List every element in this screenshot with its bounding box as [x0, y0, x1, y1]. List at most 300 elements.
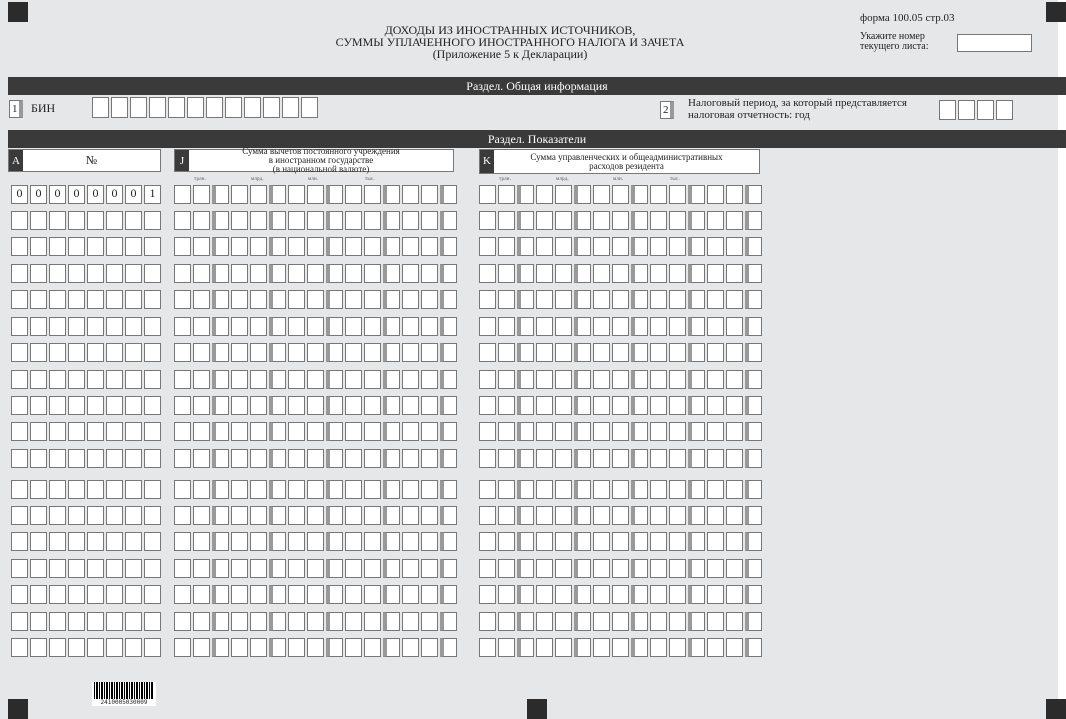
deduction-amount-cell[interactable]: [174, 343, 191, 362]
admin-expense-cell[interactable]: [517, 559, 534, 578]
admin-expense-cell[interactable]: [498, 370, 515, 389]
deduction-amount-cell[interactable]: [345, 612, 362, 631]
deduction-amount-cell[interactable]: [326, 559, 343, 578]
admin-expense-cell[interactable]: [707, 422, 724, 441]
admin-expense-cell[interactable]: [574, 585, 591, 604]
row-number-cell[interactable]: 0: [106, 185, 123, 204]
row-number-cell[interactable]: [125, 585, 142, 604]
admin-expense-cell[interactable]: [631, 449, 648, 468]
deduction-amount-cell[interactable]: [326, 506, 343, 525]
row-number-cell[interactable]: [106, 370, 123, 389]
admin-expense-cell[interactable]: [517, 532, 534, 551]
deduction-amount-cell[interactable]: [440, 638, 457, 657]
admin-expense-cell[interactable]: [688, 449, 705, 468]
admin-expense-cell[interactable]: [479, 422, 496, 441]
deduction-amount-cell[interactable]: [212, 396, 229, 415]
bin-digit-cell[interactable]: [149, 97, 166, 118]
row-number-cell[interactable]: [106, 449, 123, 468]
row-number-cell[interactable]: [106, 290, 123, 309]
admin-expense-cell[interactable]: [707, 585, 724, 604]
row-number-cell[interactable]: [11, 532, 28, 551]
deduction-amount-cell[interactable]: [269, 237, 286, 256]
admin-expense-cell[interactable]: [726, 612, 743, 631]
deduction-amount-cell[interactable]: [364, 370, 381, 389]
admin-expense-cell[interactable]: [612, 370, 629, 389]
deduction-amount-cell[interactable]: [326, 585, 343, 604]
deduction-amount-cell[interactable]: [212, 290, 229, 309]
row-number-cell[interactable]: [87, 237, 104, 256]
row-number-cell[interactable]: [68, 559, 85, 578]
deduction-amount-cell[interactable]: [269, 343, 286, 362]
deduction-amount-cell[interactable]: [345, 449, 362, 468]
admin-expense-cell[interactable]: [688, 396, 705, 415]
admin-expense-cell[interactable]: [631, 480, 648, 499]
row-number-cell[interactable]: [30, 612, 47, 631]
admin-expense-cell[interactable]: [574, 211, 591, 230]
row-number-cell[interactable]: [68, 211, 85, 230]
deduction-amount-cell[interactable]: [364, 506, 381, 525]
deduction-amount-cell[interactable]: [421, 290, 438, 309]
admin-expense-cell[interactable]: [650, 343, 667, 362]
admin-expense-cell[interactable]: [631, 396, 648, 415]
deduction-amount-cell[interactable]: [402, 317, 419, 336]
admin-expense-cell[interactable]: [650, 559, 667, 578]
deduction-amount-cell[interactable]: [288, 559, 305, 578]
deduction-amount-cell[interactable]: [383, 396, 400, 415]
row-number-cell[interactable]: 0: [11, 185, 28, 204]
row-number-cell[interactable]: [144, 532, 161, 551]
admin-expense-cell[interactable]: [612, 506, 629, 525]
admin-expense-cell[interactable]: [745, 396, 762, 415]
deduction-amount-cell[interactable]: [421, 370, 438, 389]
deduction-amount-cell[interactable]: [383, 317, 400, 336]
row-number-cell[interactable]: [68, 422, 85, 441]
admin-expense-cell[interactable]: [574, 506, 591, 525]
bin-digit-cell[interactable]: [244, 97, 261, 118]
deduction-amount-cell[interactable]: [193, 480, 210, 499]
admin-expense-cell[interactable]: [555, 211, 572, 230]
row-number-cell[interactable]: [144, 317, 161, 336]
admin-expense-cell[interactable]: [688, 559, 705, 578]
admin-expense-cell[interactable]: [536, 370, 553, 389]
admin-expense-cell[interactable]: [707, 343, 724, 362]
deduction-amount-cell[interactable]: [345, 638, 362, 657]
row-number-cell[interactable]: [30, 343, 47, 362]
row-number-cell[interactable]: [49, 585, 66, 604]
row-number-cell[interactable]: [106, 237, 123, 256]
row-number-cell[interactable]: 1: [144, 185, 161, 204]
deduction-amount-cell[interactable]: [231, 317, 248, 336]
admin-expense-cell[interactable]: [536, 264, 553, 283]
admin-expense-cell[interactable]: [517, 480, 534, 499]
deduction-amount-cell[interactable]: [345, 185, 362, 204]
deduction-amount-cell[interactable]: [402, 585, 419, 604]
deduction-amount-cell[interactable]: [250, 422, 267, 441]
deduction-amount-cell[interactable]: [193, 396, 210, 415]
deduction-amount-cell[interactable]: [364, 343, 381, 362]
row-number-cell[interactable]: 0: [125, 185, 142, 204]
row-number-cell[interactable]: [49, 532, 66, 551]
admin-expense-cell[interactable]: [745, 370, 762, 389]
admin-expense-cell[interactable]: [517, 370, 534, 389]
admin-expense-cell[interactable]: [517, 290, 534, 309]
admin-expense-cell[interactable]: [555, 506, 572, 525]
admin-expense-cell[interactable]: [593, 237, 610, 256]
admin-expense-cell[interactable]: [631, 638, 648, 657]
deduction-amount-cell[interactable]: [193, 559, 210, 578]
admin-expense-cell[interactable]: [726, 396, 743, 415]
admin-expense-cell[interactable]: [536, 396, 553, 415]
row-number-cell[interactable]: [125, 559, 142, 578]
admin-expense-cell[interactable]: [517, 264, 534, 283]
row-number-cell[interactable]: [49, 211, 66, 230]
deduction-amount-cell[interactable]: [364, 237, 381, 256]
deduction-amount-cell[interactable]: [193, 585, 210, 604]
deduction-amount-cell[interactable]: [193, 290, 210, 309]
deduction-amount-cell[interactable]: [307, 290, 324, 309]
admin-expense-cell[interactable]: [536, 585, 553, 604]
deduction-amount-cell[interactable]: [231, 559, 248, 578]
admin-expense-cell[interactable]: [498, 317, 515, 336]
deduction-amount-cell[interactable]: [402, 559, 419, 578]
deduction-amount-cell[interactable]: [345, 396, 362, 415]
admin-expense-cell[interactable]: [707, 290, 724, 309]
deduction-amount-cell[interactable]: [193, 638, 210, 657]
deduction-amount-cell[interactable]: [364, 396, 381, 415]
row-number-cell[interactable]: [30, 449, 47, 468]
admin-expense-cell[interactable]: [536, 532, 553, 551]
deduction-amount-cell[interactable]: [231, 185, 248, 204]
deduction-amount-cell[interactable]: [345, 532, 362, 551]
row-number-cell[interactable]: [30, 480, 47, 499]
admin-expense-cell[interactable]: [688, 480, 705, 499]
row-number-cell[interactable]: [125, 343, 142, 362]
deduction-amount-cell[interactable]: [174, 237, 191, 256]
row-number-cell[interactable]: [106, 343, 123, 362]
admin-expense-cell[interactable]: [707, 211, 724, 230]
deduction-amount-cell[interactable]: [269, 449, 286, 468]
admin-expense-cell[interactable]: [593, 506, 610, 525]
deduction-amount-cell[interactable]: [326, 317, 343, 336]
deduction-amount-cell[interactable]: [288, 612, 305, 631]
deduction-amount-cell[interactable]: [307, 237, 324, 256]
deduction-amount-cell[interactable]: [174, 396, 191, 415]
admin-expense-cell[interactable]: [593, 185, 610, 204]
deduction-amount-cell[interactable]: [383, 370, 400, 389]
deduction-amount-cell[interactable]: [212, 422, 229, 441]
admin-expense-cell[interactable]: [536, 506, 553, 525]
admin-expense-cell[interactable]: [555, 612, 572, 631]
admin-expense-cell[interactable]: [574, 370, 591, 389]
admin-expense-cell[interactable]: [612, 480, 629, 499]
deduction-amount-cell[interactable]: [269, 422, 286, 441]
deduction-amount-cell[interactable]: [288, 211, 305, 230]
sheet-number-input[interactable]: [957, 34, 1032, 52]
deduction-amount-cell[interactable]: [269, 185, 286, 204]
admin-expense-cell[interactable]: [479, 532, 496, 551]
admin-expense-cell[interactable]: [479, 211, 496, 230]
admin-expense-cell[interactable]: [536, 317, 553, 336]
admin-expense-cell[interactable]: [479, 317, 496, 336]
admin-expense-cell[interactable]: [631, 211, 648, 230]
deduction-amount-cell[interactable]: [421, 422, 438, 441]
deduction-amount-cell[interactable]: [421, 237, 438, 256]
deduction-amount-cell[interactable]: [231, 264, 248, 283]
admin-expense-cell[interactable]: [745, 559, 762, 578]
admin-expense-cell[interactable]: [536, 237, 553, 256]
deduction-amount-cell[interactable]: [288, 185, 305, 204]
year-digit-cell[interactable]: [977, 100, 994, 120]
admin-expense-cell[interactable]: [707, 532, 724, 551]
admin-expense-cell[interactable]: [726, 370, 743, 389]
admin-expense-cell[interactable]: [498, 290, 515, 309]
deduction-amount-cell[interactable]: [345, 585, 362, 604]
row-number-cell[interactable]: [87, 612, 104, 631]
deduction-amount-cell[interactable]: [288, 422, 305, 441]
admin-expense-cell[interactable]: [593, 559, 610, 578]
deduction-amount-cell[interactable]: [345, 237, 362, 256]
admin-expense-cell[interactable]: [669, 480, 686, 499]
row-number-cell[interactable]: [106, 612, 123, 631]
deduction-amount-cell[interactable]: [212, 612, 229, 631]
admin-expense-cell[interactable]: [536, 343, 553, 362]
deduction-amount-cell[interactable]: [250, 185, 267, 204]
deduction-amount-cell[interactable]: [383, 638, 400, 657]
deduction-amount-cell[interactable]: [250, 237, 267, 256]
admin-expense-cell[interactable]: [631, 506, 648, 525]
deduction-amount-cell[interactable]: [440, 211, 457, 230]
admin-expense-cell[interactable]: [536, 185, 553, 204]
deduction-amount-cell[interactable]: [288, 449, 305, 468]
admin-expense-cell[interactable]: [688, 422, 705, 441]
row-number-cell[interactable]: [11, 585, 28, 604]
row-number-cell[interactable]: [87, 343, 104, 362]
admin-expense-cell[interactable]: [745, 585, 762, 604]
row-number-cell[interactable]: [144, 612, 161, 631]
deduction-amount-cell[interactable]: [307, 211, 324, 230]
row-number-cell[interactable]: [144, 559, 161, 578]
deduction-amount-cell[interactable]: [174, 264, 191, 283]
admin-expense-cell[interactable]: [593, 449, 610, 468]
admin-expense-cell[interactable]: [555, 237, 572, 256]
admin-expense-cell[interactable]: [498, 343, 515, 362]
deduction-amount-cell[interactable]: [288, 290, 305, 309]
deduction-amount-cell[interactable]: [326, 612, 343, 631]
admin-expense-cell[interactable]: [479, 559, 496, 578]
deduction-amount-cell[interactable]: [440, 343, 457, 362]
deduction-amount-cell[interactable]: [212, 237, 229, 256]
row-number-cell[interactable]: [106, 480, 123, 499]
deduction-amount-cell[interactable]: [364, 612, 381, 631]
bin-digit-cell[interactable]: [187, 97, 204, 118]
deduction-amount-cell[interactable]: [307, 585, 324, 604]
row-number-cell[interactable]: [68, 449, 85, 468]
admin-expense-cell[interactable]: [669, 290, 686, 309]
admin-expense-cell[interactable]: [517, 638, 534, 657]
admin-expense-cell[interactable]: [574, 449, 591, 468]
deduction-amount-cell[interactable]: [440, 185, 457, 204]
admin-expense-cell[interactable]: [631, 532, 648, 551]
admin-expense-cell[interactable]: [726, 343, 743, 362]
admin-expense-cell[interactable]: [536, 612, 553, 631]
deduction-amount-cell[interactable]: [269, 585, 286, 604]
row-number-cell[interactable]: [49, 290, 66, 309]
deduction-amount-cell[interactable]: [212, 370, 229, 389]
deduction-amount-cell[interactable]: [193, 506, 210, 525]
admin-expense-cell[interactable]: [498, 185, 515, 204]
deduction-amount-cell[interactable]: [174, 585, 191, 604]
admin-expense-cell[interactable]: [688, 343, 705, 362]
admin-expense-cell[interactable]: [707, 612, 724, 631]
admin-expense-cell[interactable]: [650, 480, 667, 499]
admin-expense-cell[interactable]: [555, 422, 572, 441]
bin-digit-cell[interactable]: [282, 97, 299, 118]
row-number-cell[interactable]: [68, 638, 85, 657]
admin-expense-cell[interactable]: [745, 638, 762, 657]
admin-expense-cell[interactable]: [517, 317, 534, 336]
admin-expense-cell[interactable]: [707, 506, 724, 525]
admin-expense-cell[interactable]: [631, 343, 648, 362]
deduction-amount-cell[interactable]: [421, 506, 438, 525]
deduction-amount-cell[interactable]: [193, 532, 210, 551]
deduction-amount-cell[interactable]: [193, 237, 210, 256]
deduction-amount-cell[interactable]: [440, 532, 457, 551]
deduction-amount-cell[interactable]: [212, 449, 229, 468]
admin-expense-cell[interactable]: [726, 290, 743, 309]
admin-expense-cell[interactable]: [688, 370, 705, 389]
deduction-amount-cell[interactable]: [326, 237, 343, 256]
deduction-amount-cell[interactable]: [174, 290, 191, 309]
admin-expense-cell[interactable]: [707, 638, 724, 657]
deduction-amount-cell[interactable]: [231, 290, 248, 309]
row-number-cell[interactable]: [30, 264, 47, 283]
admin-expense-cell[interactable]: [669, 370, 686, 389]
admin-expense-cell[interactable]: [631, 422, 648, 441]
admin-expense-cell[interactable]: [631, 237, 648, 256]
deduction-amount-cell[interactable]: [250, 638, 267, 657]
admin-expense-cell[interactable]: [536, 449, 553, 468]
row-number-cell[interactable]: [125, 638, 142, 657]
deduction-amount-cell[interactable]: [288, 480, 305, 499]
deduction-amount-cell[interactable]: [421, 449, 438, 468]
row-number-cell[interactable]: [125, 612, 142, 631]
row-number-cell[interactable]: [144, 638, 161, 657]
row-number-cell[interactable]: [68, 237, 85, 256]
row-number-cell[interactable]: [125, 396, 142, 415]
deduction-amount-cell[interactable]: [364, 638, 381, 657]
row-number-cell[interactable]: [30, 559, 47, 578]
row-number-cell[interactable]: [30, 638, 47, 657]
deduction-amount-cell[interactable]: [383, 585, 400, 604]
row-number-cell[interactable]: [106, 532, 123, 551]
deduction-amount-cell[interactable]: [174, 449, 191, 468]
row-number-cell[interactable]: [68, 480, 85, 499]
admin-expense-cell[interactable]: [650, 264, 667, 283]
admin-expense-cell[interactable]: [707, 237, 724, 256]
admin-expense-cell[interactable]: [669, 317, 686, 336]
row-number-cell[interactable]: [49, 559, 66, 578]
admin-expense-cell[interactable]: [669, 638, 686, 657]
admin-expense-cell[interactable]: [517, 185, 534, 204]
admin-expense-cell[interactable]: [631, 185, 648, 204]
admin-expense-cell[interactable]: [593, 290, 610, 309]
admin-expense-cell[interactable]: [612, 317, 629, 336]
deduction-amount-cell[interactable]: [288, 343, 305, 362]
row-number-cell[interactable]: [49, 264, 66, 283]
deduction-amount-cell[interactable]: [288, 585, 305, 604]
deduction-amount-cell[interactable]: [421, 532, 438, 551]
deduction-amount-cell[interactable]: [250, 480, 267, 499]
deduction-amount-cell[interactable]: [174, 506, 191, 525]
row-number-cell[interactable]: [106, 585, 123, 604]
deduction-amount-cell[interactable]: [383, 449, 400, 468]
deduction-amount-cell[interactable]: [174, 370, 191, 389]
admin-expense-cell[interactable]: [631, 559, 648, 578]
deduction-amount-cell[interactable]: [402, 237, 419, 256]
admin-expense-cell[interactable]: [479, 290, 496, 309]
row-number-cell[interactable]: [87, 370, 104, 389]
row-number-cell[interactable]: [68, 317, 85, 336]
admin-expense-cell[interactable]: [574, 480, 591, 499]
deduction-amount-cell[interactable]: [440, 396, 457, 415]
admin-expense-cell[interactable]: [669, 396, 686, 415]
deduction-amount-cell[interactable]: [383, 559, 400, 578]
deduction-amount-cell[interactable]: [212, 211, 229, 230]
admin-expense-cell[interactable]: [745, 237, 762, 256]
row-number-cell[interactable]: [87, 585, 104, 604]
year-digit-cell[interactable]: [939, 100, 956, 120]
row-number-cell[interactable]: [144, 264, 161, 283]
admin-expense-cell[interactable]: [517, 343, 534, 362]
admin-expense-cell[interactable]: [650, 506, 667, 525]
deduction-amount-cell[interactable]: [193, 185, 210, 204]
row-number-cell[interactable]: [11, 290, 28, 309]
deduction-amount-cell[interactable]: [402, 185, 419, 204]
row-number-cell[interactable]: [144, 370, 161, 389]
admin-expense-cell[interactable]: [745, 506, 762, 525]
admin-expense-cell[interactable]: [555, 396, 572, 415]
deduction-amount-cell[interactable]: [402, 290, 419, 309]
deduction-amount-cell[interactable]: [193, 343, 210, 362]
deduction-amount-cell[interactable]: [402, 449, 419, 468]
admin-expense-cell[interactable]: [555, 264, 572, 283]
admin-expense-cell[interactable]: [555, 317, 572, 336]
deduction-amount-cell[interactable]: [250, 211, 267, 230]
admin-expense-cell[interactable]: [726, 585, 743, 604]
deduction-amount-cell[interactable]: [402, 506, 419, 525]
deduction-amount-cell[interactable]: [383, 506, 400, 525]
admin-expense-cell[interactable]: [498, 396, 515, 415]
admin-expense-cell[interactable]: [612, 264, 629, 283]
deduction-amount-cell[interactable]: [364, 290, 381, 309]
admin-expense-cell[interactable]: [726, 211, 743, 230]
bin-digit-cell[interactable]: [301, 97, 318, 118]
deduction-amount-cell[interactable]: [269, 532, 286, 551]
deduction-amount-cell[interactable]: [440, 422, 457, 441]
admin-expense-cell[interactable]: [631, 264, 648, 283]
row-number-cell[interactable]: 0: [30, 185, 47, 204]
admin-expense-cell[interactable]: [555, 559, 572, 578]
deduction-amount-cell[interactable]: [231, 612, 248, 631]
admin-expense-cell[interactable]: [574, 264, 591, 283]
deduction-amount-cell[interactable]: [326, 396, 343, 415]
deduction-amount-cell[interactable]: [326, 449, 343, 468]
row-number-cell[interactable]: [68, 370, 85, 389]
deduction-amount-cell[interactable]: [364, 559, 381, 578]
admin-expense-cell[interactable]: [479, 343, 496, 362]
deduction-amount-cell[interactable]: [440, 506, 457, 525]
admin-expense-cell[interactable]: [517, 211, 534, 230]
